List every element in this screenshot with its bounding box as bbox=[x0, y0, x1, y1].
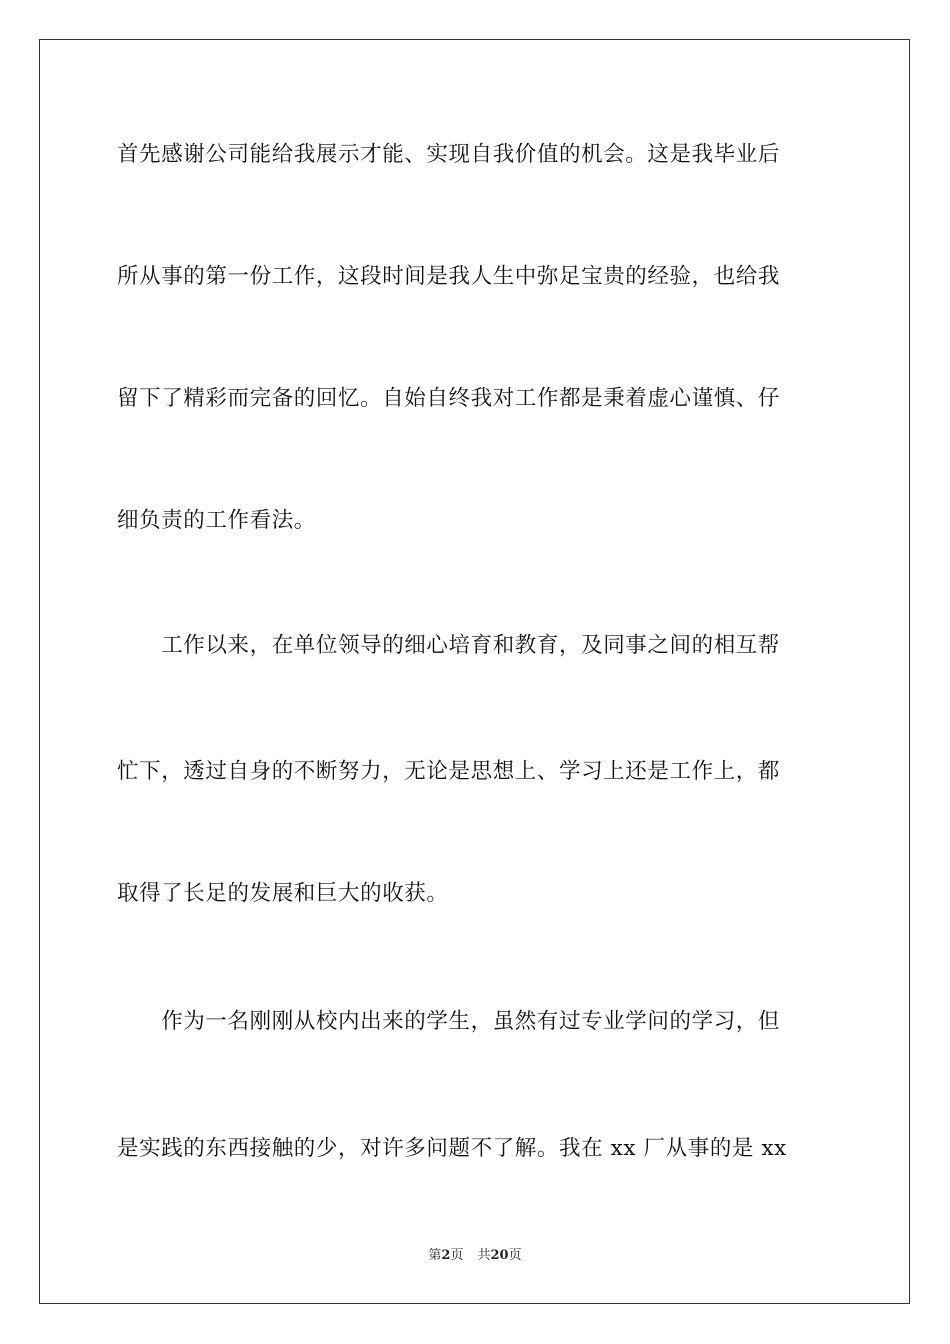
page-current: 2 bbox=[441, 1248, 451, 1263]
text-line: 首先感谢公司能给我展示才能、实现自我价值的机会。这是我毕业后 bbox=[117, 142, 781, 167]
page-prefix: 第 bbox=[428, 1248, 442, 1263]
text-line: 细负责的工作看法。 bbox=[117, 508, 316, 533]
text-line: 取得了长足的发展和巨大的收获。 bbox=[117, 881, 449, 906]
text-line: 工作以来，在单位领导的细心培育和教育，及同事之间的相互帮 bbox=[117, 633, 781, 658]
text-line: 作为一名刚刚从校内出来的学生，虽然有过专业学问的学习，但 bbox=[117, 1009, 781, 1034]
text-line: 忙下，透过自身的不断努力，无论是思想上、学习上还是工作上，都 bbox=[117, 759, 781, 784]
page-total: 20 bbox=[490, 1248, 509, 1263]
text-line: 所从事的第一份工作，这段时间是我人生中弥足宝贵的经验，也给我 bbox=[117, 264, 781, 289]
page-footer bbox=[0, 1248, 950, 1264]
total-prefix: 共 bbox=[477, 1248, 491, 1263]
total-suffix: 页 bbox=[508, 1248, 522, 1263]
text-line: 留下了精彩而完备的回忆。自始自终我对工作都是秉着虚心谨慎、仔 bbox=[117, 386, 781, 411]
page-border bbox=[39, 39, 910, 1304]
text-line: 是实践的东西接触的少，对许多问题不了解。我在 xx 厂从事的是 xx bbox=[117, 1136, 787, 1161]
page-suffix: 页 bbox=[450, 1248, 464, 1263]
